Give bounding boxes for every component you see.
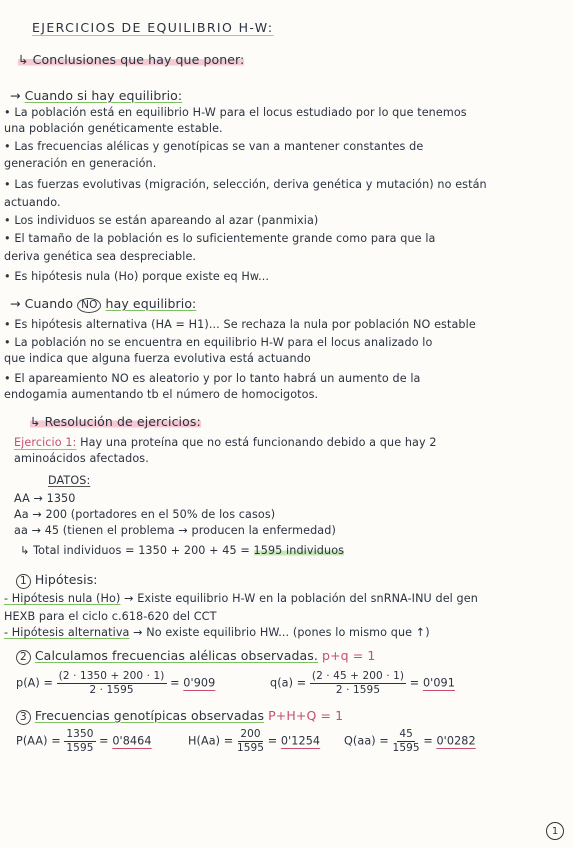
fraction-qa: $\frac{(2 \cdot 45 + 200 \cdot 1)}{2 \cdot 1595}$: [311, 670, 405, 696]
formula-HAa: H(Aa) = $\frac{200}{1595}$ = 0'1254: [188, 728, 321, 754]
dato-aa: aa → 45 (tienen el problema → producen la enfermedad): [14, 524, 336, 537]
ejercicio-line-2: aminoácidos afectados.: [14, 452, 149, 465]
hipotesis-line-2: HEXB para el ciclo c.618-620 del CCT: [4, 610, 217, 623]
result-pA: 0'909: [183, 676, 216, 690]
total-line: ↳ Total individuos = 1350 + 200 + 45 = 1595 individuos: [20, 544, 345, 557]
neq-line-3: que indica que alguna fuerza evolutiva está actuando: [4, 352, 311, 365]
result-PAA: 0'8464: [112, 734, 152, 748]
formula-qa: q(a) = $\frac{(2 \cdot 45 + 200 \cdot 1)}{2 \cdot 1595}$ = 0'091: [270, 670, 455, 696]
formula-PAA: P(AA) = $\frac{1350}{1595}$ = 0'8464: [16, 728, 152, 754]
neq-line-1: • Es hipótesis alternativa (HA = H1)... Se rechaza la nula por población NO estable: [4, 318, 476, 331]
eq-line-3: • Las frecuencias alélicas y genotípicas se van a mantener constantes de: [4, 140, 424, 153]
no-equilibrio-heading: → Cuando NO hay equilibrio:: [10, 296, 197, 311]
alelicas-heading: 2 Calculamos frecuencias alélicas observadas. p+q = 1: [16, 648, 375, 665]
eq-line-6: actuando.: [4, 196, 61, 209]
ejercicio-line-1: Ejercicio 1: Hay una proteína que no está funcionando debido a que hay 2: [14, 436, 437, 449]
result-Qaa: 0'0282: [436, 734, 476, 748]
eq-line-8: • El tamaño de la población es lo suficientemente grande como para que la: [4, 232, 436, 245]
datos-label: DATOS:: [48, 474, 91, 487]
genotipicas-heading: 3 Frecuencias genotípicas observadas P+H+Q = 1: [16, 708, 343, 725]
eq-line-9: deriva genética sea despreciable.: [4, 250, 197, 263]
total-value: 1595 individuos: [253, 544, 345, 557]
eq-line-4: generación en generación.: [4, 157, 157, 170]
eq-line-10: • Es hipótesis nula (Ho) porque existe eq Hw...: [4, 270, 270, 283]
dato-Aa: Aa → 200 (portadores en el 50% de los casos): [14, 508, 276, 521]
neq-line-4: • El apareamiento NO es aleatorio y por lo tanto habrá un aumento de la: [4, 372, 421, 385]
page-title: EJERCICIOS DE EQUILIBRIO H-W:: [32, 20, 274, 35]
fraction-PAA: $\frac{1350}{1595}$: [66, 728, 94, 754]
hipotesis-line-1: - Hipótesis nula (Ho) → Existe equilibrio H-W en la población del snRNA-INU del gen: [4, 592, 478, 605]
fraction-pA: $\frac{(2 \cdot 1350 + 200 \cdot 1)}{2 \cdot 1595}$: [58, 670, 165, 696]
result-qa: 0'091: [422, 676, 455, 690]
result-HAa: 0'1254: [280, 734, 321, 748]
ejercicio-label: Ejercicio 1:: [14, 436, 77, 449]
fraction-HAa: $\frac{200}{1595}$: [236, 728, 265, 754]
eq-line-2: una población genéticamente estable.: [4, 122, 223, 135]
neq-line-2: • La población no se encuentra en equilibrio H-W para el locus analizado lo: [4, 336, 433, 349]
fraction-Qaa: $\frac{45}{1595}$: [392, 728, 420, 754]
conclusiones-heading: ↳ Conclusiones que hay que poner:: [18, 52, 245, 67]
hipotesis-heading: 1 Hipótesis:: [16, 572, 98, 589]
page-number: 1: [546, 822, 564, 840]
eq-line-5: • Las fuerzas evolutivas (migración, selección, deriva genética y mutación) no están: [4, 178, 487, 191]
eq-line-7: • Los individuos se están apareando al azar (panmixia): [4, 214, 319, 227]
formula-Qaa: Q(aa) = $\frac{45}{1595}$ = 0'0282: [344, 728, 476, 754]
formula-pA: p(A) = $\frac{(2 \cdot 1350 + 200 \cdot 1)}{2 \cdot 1595}$ = 0'909: [16, 670, 216, 696]
eq-line-1: • La población está en equilibrio H-W para el locus estudiado por lo que tenemos: [4, 106, 467, 119]
resolucion-heading: ↳ Resolución de ejercicios:: [30, 414, 201, 429]
neq-line-5: endogamia aumentando tb el número de homocigotos.: [4, 388, 319, 401]
hipotesis-line-3: - Hipótesis alternativa → No existe equilibrio HW... (pones lo mismo que ↑): [4, 626, 430, 639]
equilibrio-heading: → Cuando si hay equilibrio:: [10, 88, 183, 103]
dato-AA: AA → 1350: [14, 492, 76, 505]
